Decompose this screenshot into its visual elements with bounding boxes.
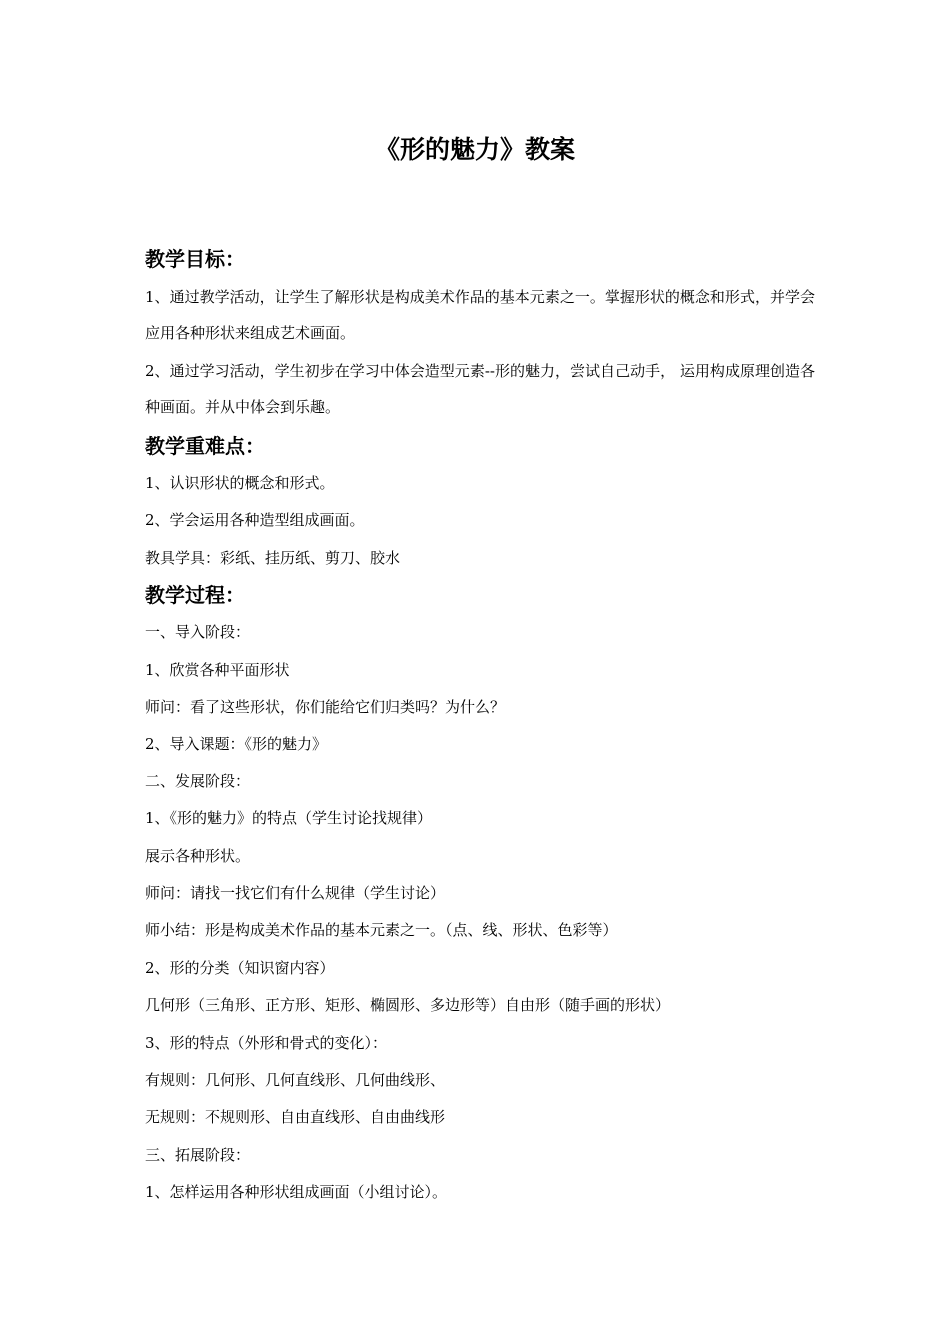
process-line: 几何形（三角形、正方形、矩形、椭圆形、多边形等）自由形（随手画的形状） bbox=[145, 996, 671, 1014]
section-heading-process: 教学过程： bbox=[145, 583, 245, 607]
process-line: 1、欣赏各种平面形状 bbox=[145, 661, 290, 679]
process-line: 展示各种形状。 bbox=[145, 847, 251, 865]
process-line: 1、《形的魅力》的特点（学生讨论找规律） bbox=[145, 809, 433, 827]
process-line: 师小结：形是构成美术作品的基本元素之一。（点、线、形状、色彩等） bbox=[145, 921, 618, 939]
process-line: 师问：请找一找它们有什么规律（学生讨论） bbox=[145, 884, 446, 902]
process-line: 2、导入课题：《形的魅力》 bbox=[145, 735, 328, 753]
process-line: 无规则：不规则形、自由直线形、自由曲线形 bbox=[145, 1108, 446, 1126]
objective-item: 1、通过教学活动，让学生了解形状是构成美术作品的基本元素之一。掌握形状的概念和形式，并学会应用各种形状来组成艺术画面。 bbox=[145, 288, 815, 342]
process-line: 2、形的分类（知识窗内容） bbox=[145, 959, 335, 977]
process-line: 师问：看了这些形状，你们能给它们归类吗？为什么？ bbox=[145, 698, 506, 716]
section-heading-objectives: 教学目标： bbox=[145, 247, 245, 271]
key-point-item: 1、认识形状的概念和形式。 bbox=[145, 474, 335, 492]
process-line: 一、导入阶段： bbox=[145, 623, 251, 641]
key-point-item: 2、学会运用各种造型组成画面。 bbox=[145, 511, 365, 529]
teaching-tools: 教具学具：彩纸、挂历纸、剪刀、胶水 bbox=[145, 549, 401, 567]
process-line: 三、拓展阶段： bbox=[145, 1146, 251, 1164]
section-heading-key-points: 教学重难点： bbox=[145, 434, 265, 458]
process-line: 3、形的特点（外形和骨式的变化）： bbox=[145, 1034, 388, 1052]
document-title: 《形的魅力》教案 bbox=[374, 135, 575, 164]
process-line: 二、发展阶段： bbox=[145, 772, 251, 790]
objective-item: 2、通过学习活动，学生初步在学习中体会造型元素--形的魅力，尝试自己动手， 运用构成原理创造各种画面。并从中体会到乐趣。 bbox=[145, 362, 815, 416]
process-line: 有规则：几何形、几何直线形、几何曲线形、 bbox=[145, 1071, 446, 1089]
process-line: 1、怎样运用各种形状组成画面（小组讨论）。 bbox=[145, 1183, 448, 1201]
